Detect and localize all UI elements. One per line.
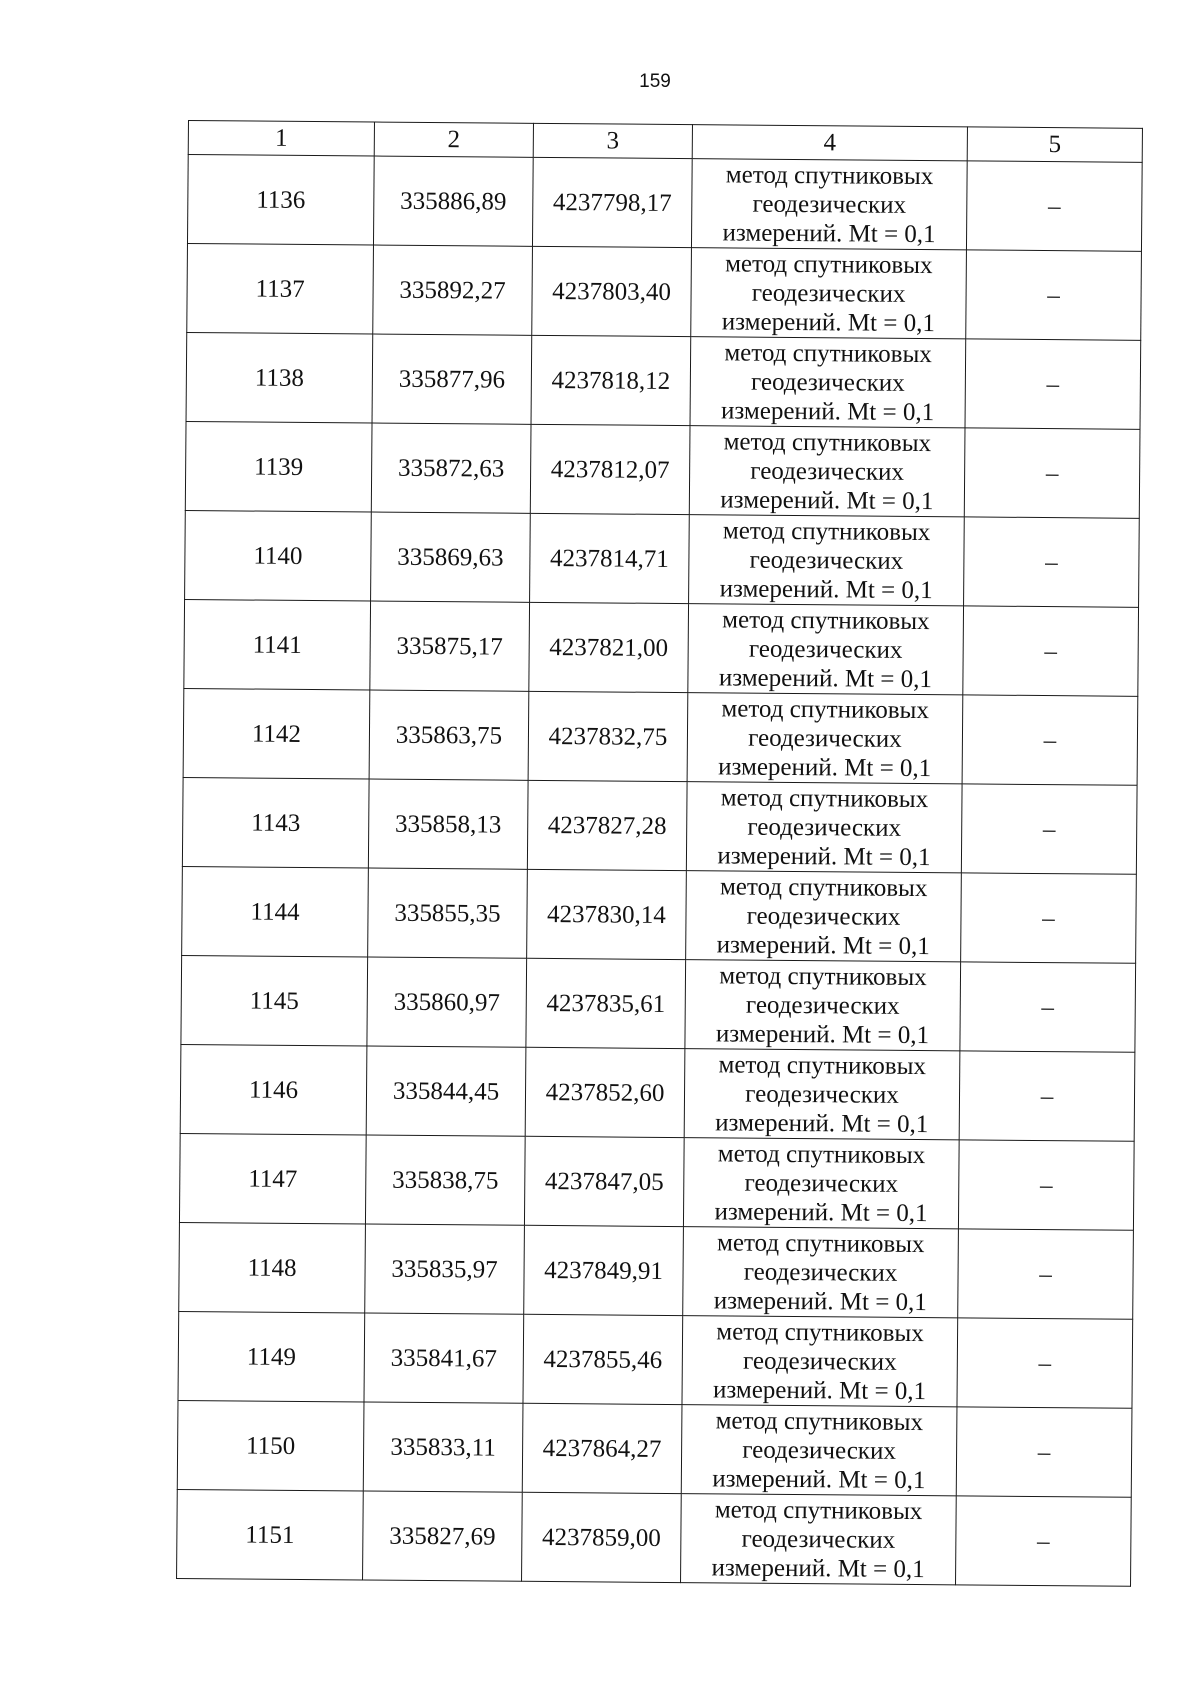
method-line: геодезических: [747, 813, 902, 842]
note-cell: –: [958, 1140, 1134, 1230]
method-line: измерений. Mt = 0,1: [711, 1553, 925, 1583]
method-line: метод спутниковых: [721, 694, 929, 724]
x-coordinate-cell: 335858,13: [368, 779, 528, 869]
x-coordinate-cell: 335863,75: [369, 690, 529, 780]
method-line: измерений. Mt = 0,1: [720, 396, 935, 426]
y-coordinate-cell: 4237864,27: [522, 1403, 682, 1493]
table-row: [183, 688, 1138, 785]
table-row: [177, 1489, 1132, 1586]
table-row: [185, 510, 1140, 607]
coordinates-table-container: [176, 120, 1142, 1587]
method-cell: [690, 337, 966, 428]
header-col-3: 3: [533, 123, 692, 158]
method-cell: [684, 1049, 960, 1140]
x-coordinate-cell: 335875,17: [370, 601, 530, 691]
method-line: метод спутниковых: [715, 1406, 924, 1436]
method-cell: [681, 1494, 957, 1585]
x-coordinate-cell: 335892,27: [373, 245, 533, 335]
note-cell: –: [964, 428, 1140, 518]
method-line: геодезических: [745, 1080, 899, 1109]
point-number-cell: 1138: [186, 332, 373, 423]
y-coordinate-cell: 4237830,14: [527, 869, 687, 959]
method-cell: [682, 1316, 958, 1407]
method-line: метод спутниковых: [725, 249, 933, 279]
table-row: [182, 866, 1137, 963]
method-line: метод спутниковых: [724, 338, 932, 368]
method-line: метод спутниковых: [717, 1139, 926, 1169]
method-line: геодезических: [746, 902, 901, 931]
y-coordinate-cell: 4237812,07: [530, 424, 690, 514]
header-col-1: 1: [188, 121, 374, 157]
point-number-cell: 1146: [180, 1044, 367, 1135]
method-cell: [688, 604, 964, 695]
method-line: геодезических: [751, 279, 906, 308]
x-coordinate-cell: 335838,75: [365, 1135, 525, 1225]
table-row: [179, 1133, 1134, 1230]
method-line: измерений. Mt = 0,1: [721, 307, 936, 337]
y-coordinate-cell: 4237818,12: [531, 335, 691, 425]
note-cell: –: [963, 606, 1139, 696]
method-line: метод спутниковых: [722, 516, 931, 546]
note-cell: –: [962, 695, 1138, 785]
point-number-cell: 1141: [184, 599, 371, 690]
x-coordinate-cell: 335877,96: [372, 334, 532, 424]
y-coordinate-cell: 4237847,05: [524, 1136, 684, 1226]
y-coordinate-cell: 4237803,40: [532, 246, 692, 336]
header-col-5: 5: [967, 127, 1142, 162]
y-coordinate-cell: 4237827,28: [527, 780, 687, 870]
method-cell: [691, 248, 967, 339]
table-row: [182, 777, 1137, 874]
method-line: метод спутниковых: [720, 783, 929, 813]
method-line: метод спутниковых: [719, 961, 927, 991]
table-row: [178, 1311, 1133, 1408]
method-line: метод спутниковых: [716, 1317, 924, 1347]
x-coordinate-cell: 335844,45: [366, 1046, 526, 1136]
method-cell: [683, 1138, 959, 1229]
note-cell: –: [957, 1318, 1133, 1408]
method-cell: [691, 159, 967, 250]
method-line: измерений. Mt = 0,1: [714, 1197, 928, 1227]
note-cell: –: [956, 1407, 1132, 1497]
method-line: геодезических: [748, 724, 902, 753]
table-body: [177, 155, 1143, 1587]
note-cell: –: [965, 339, 1141, 429]
method-cell: [683, 1227, 959, 1318]
x-coordinate-cell: 335827,69: [363, 1491, 523, 1581]
method-cell: [686, 871, 962, 962]
method-line: геодезических: [752, 190, 907, 219]
method-line: измерений. Mt = 0,1: [713, 1286, 927, 1316]
method-line: измерений. Mt = 0,1: [712, 1375, 927, 1405]
header-col-2: 2: [374, 122, 533, 157]
y-coordinate-cell: 4237855,46: [523, 1314, 683, 1404]
coordinates-table: [176, 120, 1143, 1587]
method-line: измерений. Mt = 0,1: [716, 930, 930, 960]
y-coordinate-cell: 4237821,00: [529, 602, 689, 692]
x-coordinate-cell: 335860,97: [367, 957, 527, 1047]
method-line: геодезических: [749, 546, 904, 575]
note-cell: –: [961, 873, 1137, 963]
method-line: измерений. Mt = 0,1: [719, 574, 933, 604]
x-coordinate-cell: 335869,63: [371, 512, 531, 602]
method-line: геодезических: [742, 1436, 897, 1465]
table-row: [180, 1044, 1135, 1141]
method-line: измерений. Mt = 0,1: [718, 752, 932, 782]
note-cell: –: [964, 517, 1140, 607]
y-coordinate-cell: 4237849,91: [524, 1225, 684, 1315]
point-number-cell: 1137: [187, 243, 374, 334]
x-coordinate-cell: 335835,97: [365, 1224, 525, 1314]
table-row: [187, 243, 1142, 340]
point-number-cell: 1139: [185, 421, 372, 512]
note-cell: –: [966, 161, 1142, 251]
method-line: геодезических: [741, 1525, 896, 1554]
table-row: [186, 332, 1141, 429]
x-coordinate-cell: 335886,89: [373, 156, 533, 246]
point-number-cell: 1144: [182, 866, 369, 957]
method-line: геодезических: [748, 635, 903, 664]
point-number-cell: 1149: [178, 1311, 365, 1402]
method-line: метод спутниковых: [723, 427, 932, 457]
note-cell: –: [959, 1051, 1135, 1141]
method-line: измерений. Mt = 0,1: [722, 218, 936, 248]
method-cell: [687, 693, 963, 784]
table-row: [181, 955, 1136, 1052]
method-line: измерений. Mt = 0,1: [717, 841, 931, 871]
point-number-cell: 1136: [187, 155, 374, 246]
method-cell: [685, 960, 961, 1051]
point-number-cell: 1148: [179, 1222, 366, 1313]
method-line: измерений. Mt = 0,1: [712, 1464, 926, 1494]
method-line: геодезических: [743, 1258, 898, 1287]
point-number-cell: 1151: [177, 1489, 364, 1580]
method-line: метод спутниковых: [725, 160, 934, 190]
x-coordinate-cell: 335855,35: [368, 868, 528, 958]
point-number-cell: 1142: [183, 688, 370, 779]
method-line: измерений. Mt = 0,1: [715, 1019, 930, 1049]
method-line: метод спутниковых: [716, 1228, 925, 1258]
method-line: измерений. Mt = 0,1: [718, 663, 933, 693]
point-number-cell: 1143: [182, 777, 369, 868]
point-number-cell: 1145: [181, 955, 368, 1046]
y-coordinate-cell: 4237798,17: [532, 157, 692, 247]
method-cell: [681, 1405, 957, 1496]
page-number: 159: [639, 71, 671, 92]
table-row: [184, 599, 1139, 696]
x-coordinate-cell: 335872,63: [371, 423, 531, 513]
method-line: геодезических: [744, 1169, 899, 1198]
table-row: [179, 1222, 1134, 1319]
method-line: метод спутниковых: [714, 1495, 923, 1525]
method-cell: [689, 426, 965, 517]
y-coordinate-cell: 4237852,60: [525, 1047, 685, 1137]
method-line: измерений. Mt = 0,1: [715, 1108, 929, 1138]
method-line: геодезических: [750, 457, 905, 486]
method-line: метод спутниковых: [718, 1050, 927, 1080]
note-cell: –: [966, 250, 1142, 340]
method-line: метод спутниковых: [722, 605, 930, 635]
point-number-cell: 1140: [185, 510, 372, 601]
table-row: [185, 421, 1140, 518]
method-line: геодезических: [745, 991, 900, 1020]
table-row: [187, 155, 1142, 252]
note-cell: –: [958, 1229, 1134, 1319]
method-line: измерений. Mt = 0,1: [720, 485, 934, 515]
point-number-cell: 1150: [177, 1400, 364, 1491]
y-coordinate-cell: 4237832,75: [528, 691, 688, 781]
note-cell: –: [960, 962, 1136, 1052]
y-coordinate-cell: 4237859,00: [522, 1492, 682, 1582]
method-line: геодезических: [750, 368, 905, 397]
method-cell: [689, 515, 965, 606]
y-coordinate-cell: 4237814,71: [530, 513, 690, 603]
x-coordinate-cell: 335841,67: [364, 1313, 524, 1403]
method-line: метод спутниковых: [719, 872, 928, 902]
note-cell: –: [956, 1496, 1132, 1586]
point-number-cell: 1147: [179, 1133, 366, 1224]
method-cell: [686, 782, 962, 873]
method-line: геодезических: [742, 1347, 897, 1376]
table-row: [177, 1400, 1132, 1497]
y-coordinate-cell: 4237835,61: [526, 958, 686, 1048]
note-cell: –: [961, 784, 1137, 874]
header-col-4: 4: [692, 125, 967, 161]
x-coordinate-cell: 335833,11: [363, 1402, 523, 1492]
